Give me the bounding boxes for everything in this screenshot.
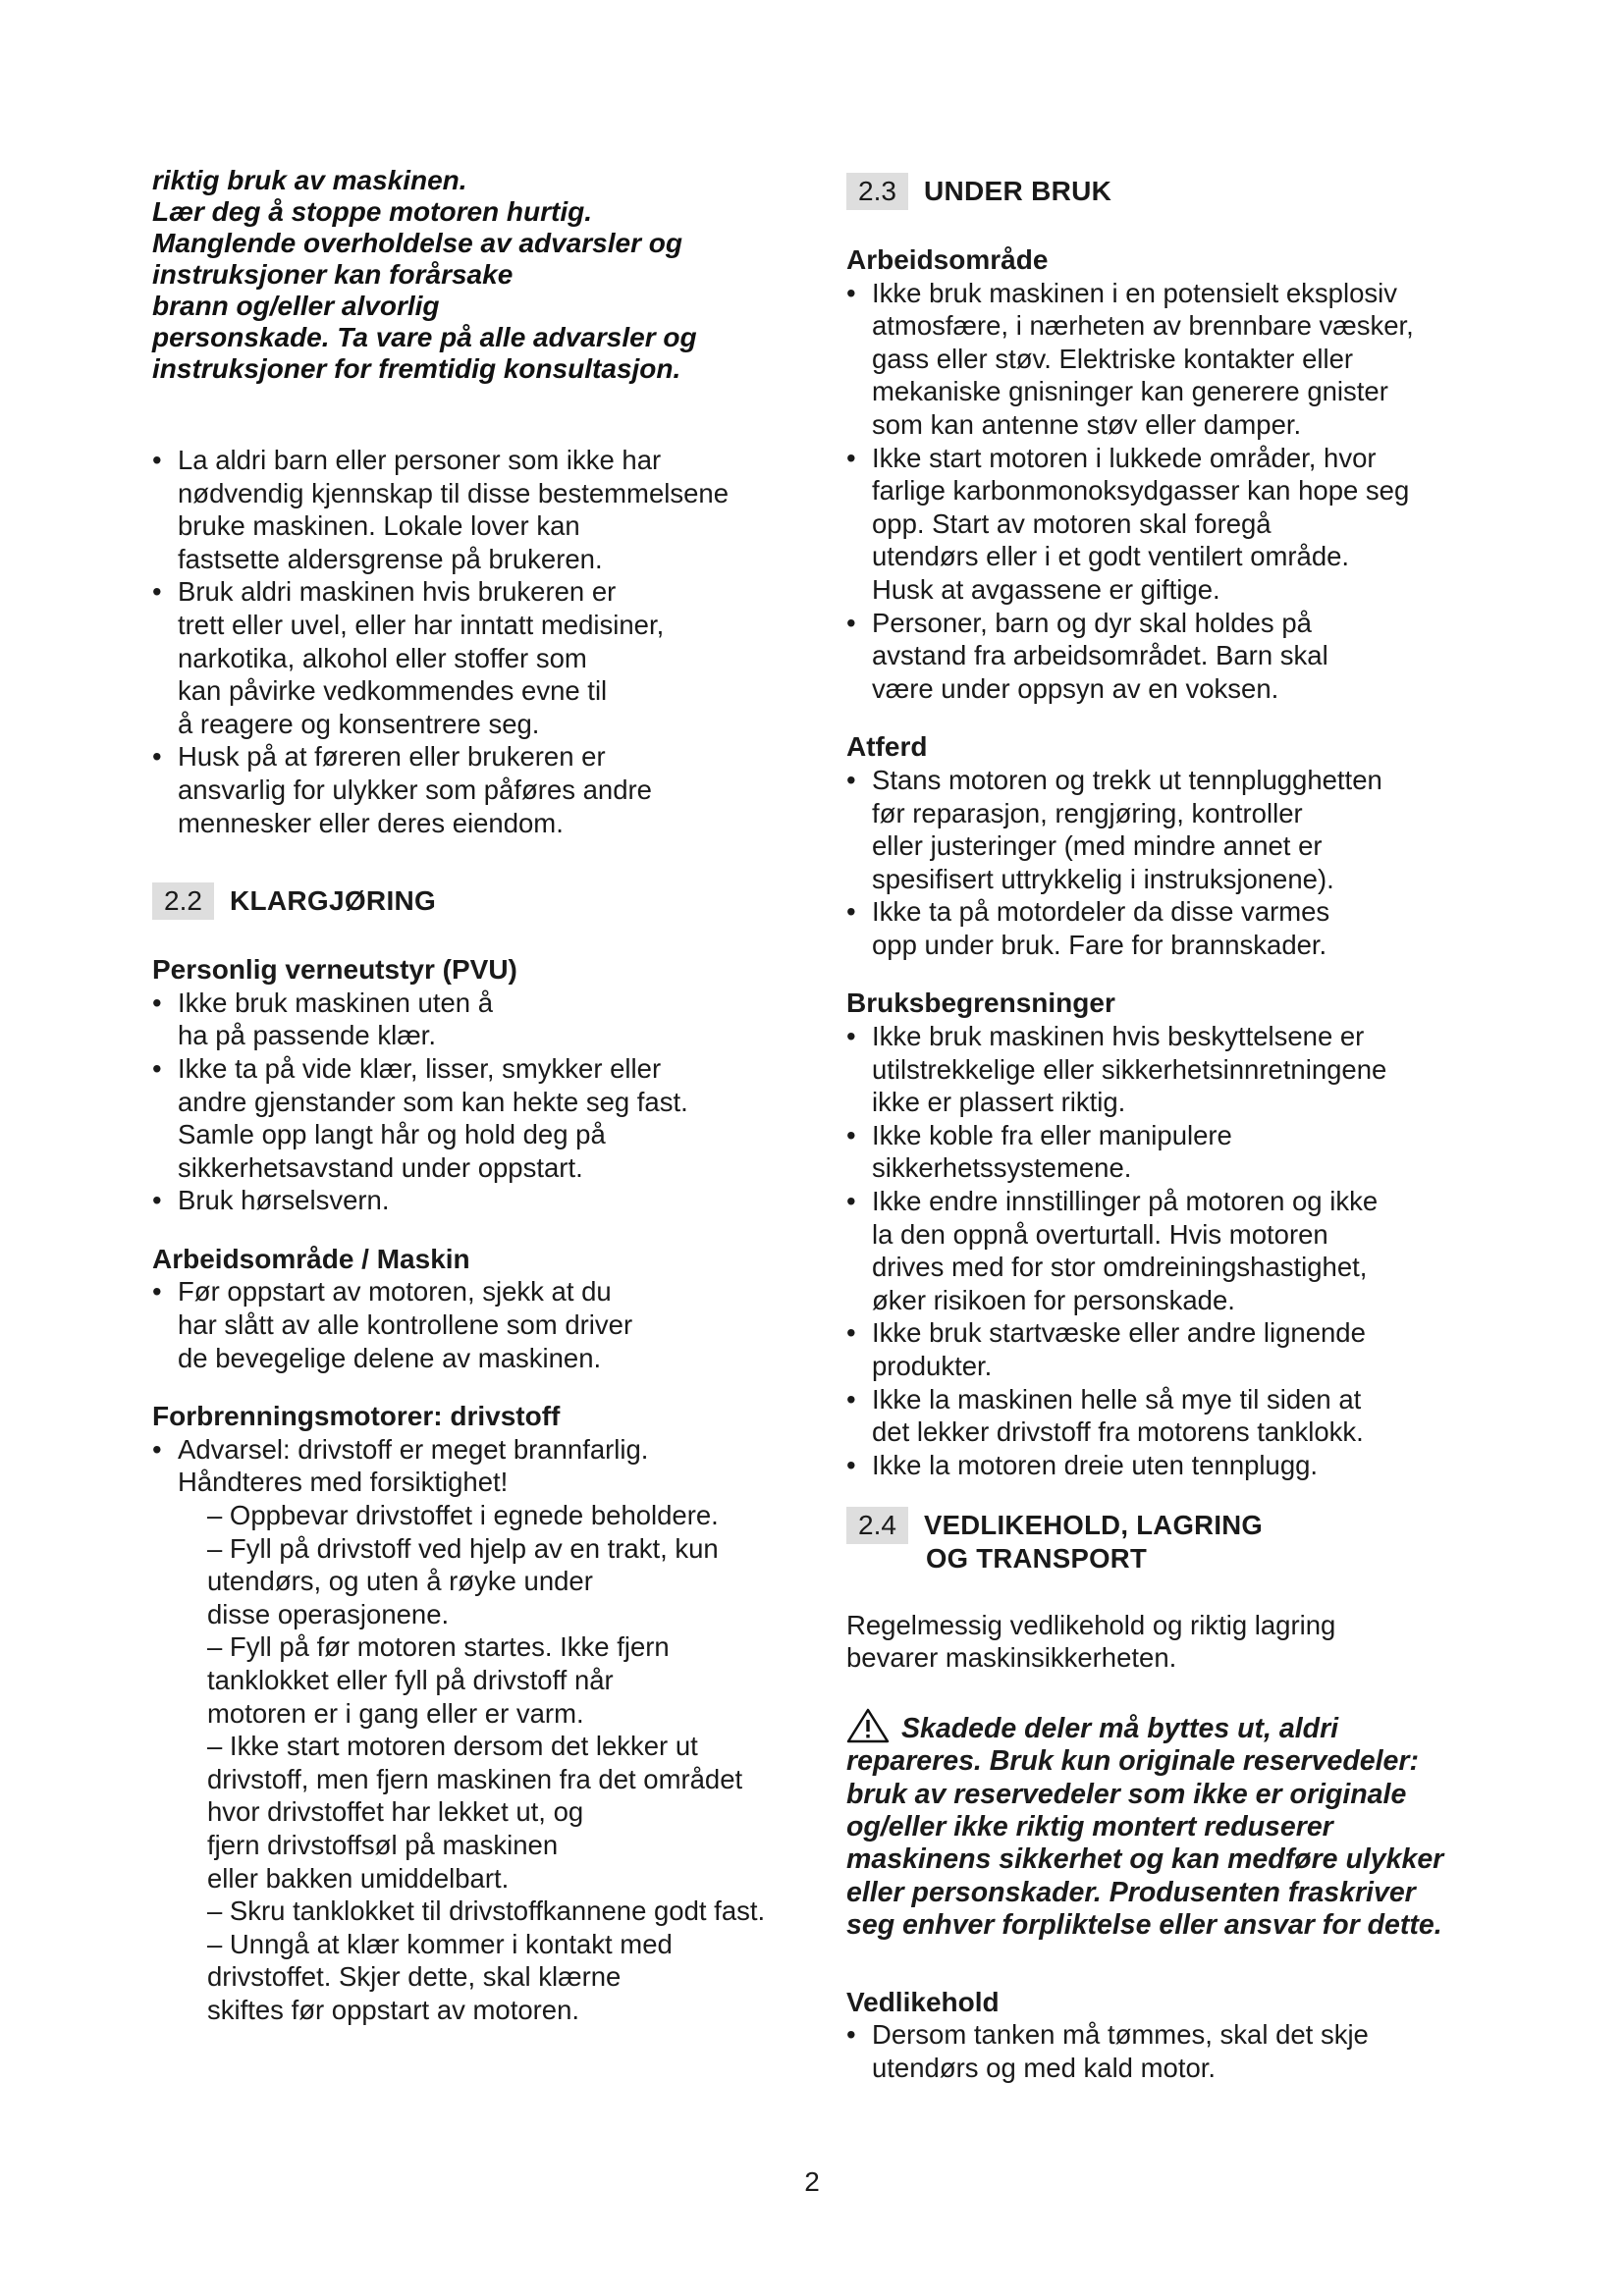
warning-line: og/eller ikke riktig montert reduserer xyxy=(846,1810,1333,1842)
list-item xyxy=(846,1119,1494,1185)
bullet-line: mennesker eller deres eiendom. xyxy=(178,807,564,838)
bullet-line: • Ikke ta på vide klær, lisser, smykker eller xyxy=(178,1052,662,1084)
section-title: UNDER BRUK xyxy=(923,176,1112,206)
sub-line: fjern drivstoffsøl på maskinen xyxy=(207,1829,559,1860)
sub-line: eller bakken umiddelbart. xyxy=(207,1862,510,1894)
list-item xyxy=(152,1275,800,1374)
bullet-line: • Advarsel: drivstoff er meget brannfarlig. xyxy=(178,1433,649,1465)
bruksbegrensninger-bullet-list xyxy=(846,1020,1494,1481)
bullet-line: • Ikke bruk maskinen uten å xyxy=(178,987,494,1018)
sub-line: – Oppbevar drivstoffet i egnede beholdere. xyxy=(207,1500,719,1531)
subsection-heading: Arbeidsområde / Maskin xyxy=(152,1243,470,1274)
maskin-bullet-list xyxy=(152,1275,800,1374)
list-item xyxy=(846,1316,1494,1382)
bullet-line: som kan antenne støv eller damper. xyxy=(872,408,1302,440)
list-item xyxy=(152,1184,800,1217)
drivstoff-sub-list xyxy=(178,1499,800,2027)
bullet-line: • Ikke bruk maskinen hvis beskyttelsene er xyxy=(872,1021,1365,1052)
bullet-line: andre gjenstander som kan hekte seg fast. xyxy=(178,1086,688,1117)
sub-line: hvor drivstoffet har lekket ut, og xyxy=(207,1796,584,1828)
section-number: 2.2 xyxy=(152,882,214,920)
bullet-line: • Ikke start motoren i lukkede områder, hvor xyxy=(872,442,1377,473)
warning-intro-line: Manglende overholdelse av advarsler og xyxy=(152,228,682,258)
bullet-line: utilstrekkelige eller sikkerhetsinnretningene xyxy=(872,1053,1387,1085)
bullet-line: • Ikke la maskinen helle så mye til siden at xyxy=(872,1383,1362,1415)
bullet-line: ha på passende klær. xyxy=(178,1020,436,1051)
list-item xyxy=(152,575,800,740)
sub-line: drivstoffet. Skjer dette, skal klærne xyxy=(207,1961,622,1993)
section-number: 2.3 xyxy=(846,173,908,210)
bullet-line: mekaniske gnisninger kan generere gnister xyxy=(872,376,1388,407)
paragraph-line: bevarer maskinsikkerheten. xyxy=(846,1642,1177,1674)
bullet-line: opp. Start av motoren skal foregå xyxy=(872,507,1272,539)
sub-line: disse operasjonene. xyxy=(207,1598,450,1629)
bullet-line: gass eller støv. Elektriske kontakter eller xyxy=(872,343,1354,374)
list-item xyxy=(152,1433,800,2027)
bullet-line: fastsette aldersgrense på brukeren. xyxy=(178,543,603,574)
subsection-heading: Bruksbegrensninger xyxy=(846,988,1115,1019)
bullet-line: atmosfære, i nærheten av brennbare væsker, xyxy=(872,310,1414,342)
bullet-line: • Husk på at føreren eller brukeren er xyxy=(178,741,606,773)
bullet-line: de bevegelige delene av maskinen. xyxy=(178,1342,602,1373)
intro-bullet-list xyxy=(152,444,800,839)
bullet-line: • Ikke la motoren dreie uten tennplugg. xyxy=(872,1449,1319,1480)
warning-line: eller personskader. Produsenten fraskriver xyxy=(846,1876,1416,1908)
drivstoff-bullet-list xyxy=(152,1433,800,2027)
bullet-line: å reagere og konsentrere seg. xyxy=(178,708,540,739)
list-item xyxy=(846,1449,1494,1482)
vedlikehold-bullet-list xyxy=(846,2018,1494,2084)
bullet-line: ikke er plassert riktig. xyxy=(872,1087,1126,1118)
bullet-line: sikkerhetssystemene. xyxy=(872,1152,1132,1184)
subsection-heading: Forbrenningsmotorer: drivstoff xyxy=(152,1401,561,1432)
sub-line: – Fyll på drivstoff ved hjelp av en trakt, kun xyxy=(207,1532,719,1564)
maintenance-intro xyxy=(846,1609,1494,1675)
list-item xyxy=(152,444,800,575)
bullet-line: • Personer, barn og dyr skal holdes på xyxy=(872,607,1312,638)
bullet-line: trett eller uvel, eller har inntatt medisiner, xyxy=(178,609,665,640)
arbeidsomrade-bullet-list xyxy=(846,277,1494,706)
warning-intro-line: instruksjoner kan forårsake xyxy=(152,259,514,290)
sub-line: – Skru tanklokket til drivstoffkannene godt fast. xyxy=(207,1896,766,1927)
list-item xyxy=(846,607,1494,706)
bullet-line: narkotika, alkohol eller stoffer som xyxy=(178,642,587,673)
bullet-line: • Ikke bruk maskinen i en potensielt eksplosiv xyxy=(872,277,1397,308)
bullet-line: utendørs eller i et godt ventilert område. xyxy=(872,541,1350,572)
sub-line: – Fyll på før motoren startes. Ikke fjern xyxy=(207,1631,670,1663)
page-number: 2 xyxy=(804,2166,820,2197)
list-item xyxy=(846,895,1494,961)
paragraph-line: Regelmessig vedlikehold og riktig lagring xyxy=(846,1609,1336,1640)
section-heading-2-3 xyxy=(846,173,1494,210)
section-heading-2-4 xyxy=(846,1507,1494,1575)
sub-line: – Ikke start motoren dersom det lekker ut xyxy=(207,1731,698,1762)
warning-line: bruk av reservedeler som ikke er originale xyxy=(846,1778,1407,1810)
subsection-heading: Arbeidsområde xyxy=(846,244,1049,275)
list-item xyxy=(846,442,1494,607)
list-item xyxy=(846,1185,1494,1316)
section-title: KLARGJØRING xyxy=(229,885,437,917)
section-number: 2.4 xyxy=(846,1507,908,1544)
list-item xyxy=(152,987,800,1052)
list-item xyxy=(152,1052,800,1184)
bullet-line: ansvarlig for ulykker som påføres andre xyxy=(178,774,652,805)
bullet-line: sikkerhetsavstand under oppstart. xyxy=(178,1151,583,1183)
bullet-line: har slått av alle kontrollene som driver xyxy=(178,1309,633,1341)
warning-triangle-icon xyxy=(846,1708,890,1743)
bullet-line: • Stans motoren og trekk ut tennplugghetten xyxy=(872,764,1382,795)
bullet-line: avstand fra arbeidsområdet. Barn skal xyxy=(872,640,1328,671)
bullet-line: • Bruk hørselsvern. xyxy=(178,1185,390,1216)
list-item xyxy=(846,2018,1494,2084)
sub-line: motoren er i gang eller er varm. xyxy=(207,1697,584,1729)
subsection-heading: Atferd xyxy=(846,731,928,763)
warning-line: maskinens sikkerhet og kan medføre ulykker xyxy=(846,1843,1444,1876)
left-column xyxy=(152,165,800,2027)
warning-intro-line: instruksjoner for fremtidig konsultasjon. xyxy=(152,353,681,384)
warning-intro-line: riktig bruk av maskinen. xyxy=(152,165,467,195)
section-title-line: OG TRANSPORT xyxy=(925,1542,1148,1574)
bullet-line: før reparasjon, rengjøring, kontroller xyxy=(872,797,1303,828)
list-item xyxy=(846,1020,1494,1119)
warning-line xyxy=(846,1708,1494,1745)
subsection-heading: Personlig verneutstyr (PVU) xyxy=(152,954,517,986)
sub-line: – Unngå at klær kommer i kontakt med xyxy=(207,1928,673,1959)
bullet-line: Husk at avgassene er giftige. xyxy=(872,573,1220,605)
section-title xyxy=(924,1507,1263,1575)
bullet-line: drives med for stor omdreiningshastighet, xyxy=(872,1252,1368,1283)
warning-line: seg enhver forpliktelse eller ansvar for dette. xyxy=(846,1909,1442,1942)
bullet-line: Samle opp langt hår og hold deg på xyxy=(178,1119,606,1150)
bullet-line: farlige karbonmonoksydgasser kan hope seg xyxy=(872,475,1410,507)
warning-intro-line: Lær deg å stoppe motoren hurtig. xyxy=(152,196,593,227)
warning-intro xyxy=(152,165,800,385)
warning-intro-line: personskade. Ta vare på alle advarsler og xyxy=(152,322,697,352)
section-title-line: VEDLIKEHOLD, LAGRING xyxy=(923,1510,1264,1541)
bullet-line: eller justeringer (med mindre annet er xyxy=(872,830,1323,862)
bullet-line: • Før oppstart av motoren, sjekk at du xyxy=(178,1276,612,1308)
bullet-line: • Ikke endre innstillinger på motoren og ikke xyxy=(872,1186,1379,1217)
list-item xyxy=(846,764,1494,895)
sub-line: skiftes før oppstart av motoren. xyxy=(207,1994,580,2025)
list-item xyxy=(846,1383,1494,1449)
warning-intro-line: brann og/eller alvorlig xyxy=(152,291,440,321)
bullet-line: • Ikke ta på motordeler da disse varmes xyxy=(872,896,1330,928)
atferd-bullet-list xyxy=(846,764,1494,962)
bullet-line: nødvendig kjennskap til disse bestemmelsene xyxy=(178,477,729,508)
bullet-line: • Dersom tanken må tømmes, skal det skje xyxy=(872,2019,1369,2051)
section-heading-2-2 xyxy=(152,882,800,920)
sub-line: tanklokket eller fyll på drivstoff når xyxy=(207,1665,614,1695)
bullet-line: la den oppnå overturtall. Hvis motoren xyxy=(872,1218,1328,1250)
list-item xyxy=(152,740,800,839)
bullet-line: være under oppsyn av en voksen. xyxy=(872,672,1279,704)
sub-line: drivstoff, men fjern maskinen fra det området xyxy=(207,1763,743,1794)
spare-parts-warning xyxy=(846,1708,1494,1943)
bullet-line: • La aldri barn eller personer som ikke har xyxy=(178,445,662,475)
bullet-line: det lekker drivstoff fra motorens tanklokk. xyxy=(872,1416,1364,1448)
bullet-line: • Ikke koble fra eller manipulere xyxy=(872,1119,1232,1150)
pvu-bullet-list xyxy=(152,987,800,1217)
bullet-line: opp under bruk. Fare for brannskader. xyxy=(872,929,1327,960)
warning-text: Skadede deler må byttes ut, aldri xyxy=(901,1712,1339,1744)
bullet-line: Håndteres med forsiktighet! xyxy=(178,1467,509,1498)
subsection-heading: Vedlikehold xyxy=(846,1986,1000,2017)
right-column xyxy=(846,173,1494,2084)
bullet-line: spesifisert uttrykkelig i instruksjonene). xyxy=(872,863,1334,894)
bullet-line: utendørs og med kald motor. xyxy=(872,2052,1217,2083)
bullet-line: bruke maskinen. Lokale lover kan xyxy=(178,510,580,542)
bullet-line: • Bruk aldri maskinen hvis brukeren er xyxy=(178,576,617,608)
bullet-line: produkter. xyxy=(872,1351,993,1381)
bullet-line: øker risikoen for personskade. xyxy=(872,1284,1235,1315)
list-item xyxy=(846,277,1494,442)
bullet-line: kan påvirke vedkommendes evne til xyxy=(178,675,608,707)
sub-line: utendørs, og uten å røyke under xyxy=(207,1566,593,1597)
warning-line: repareres. Bruk kun originale reservedeler: xyxy=(846,1745,1419,1778)
bullet-line: • Ikke bruk startvæske eller andre lignende xyxy=(872,1317,1366,1349)
